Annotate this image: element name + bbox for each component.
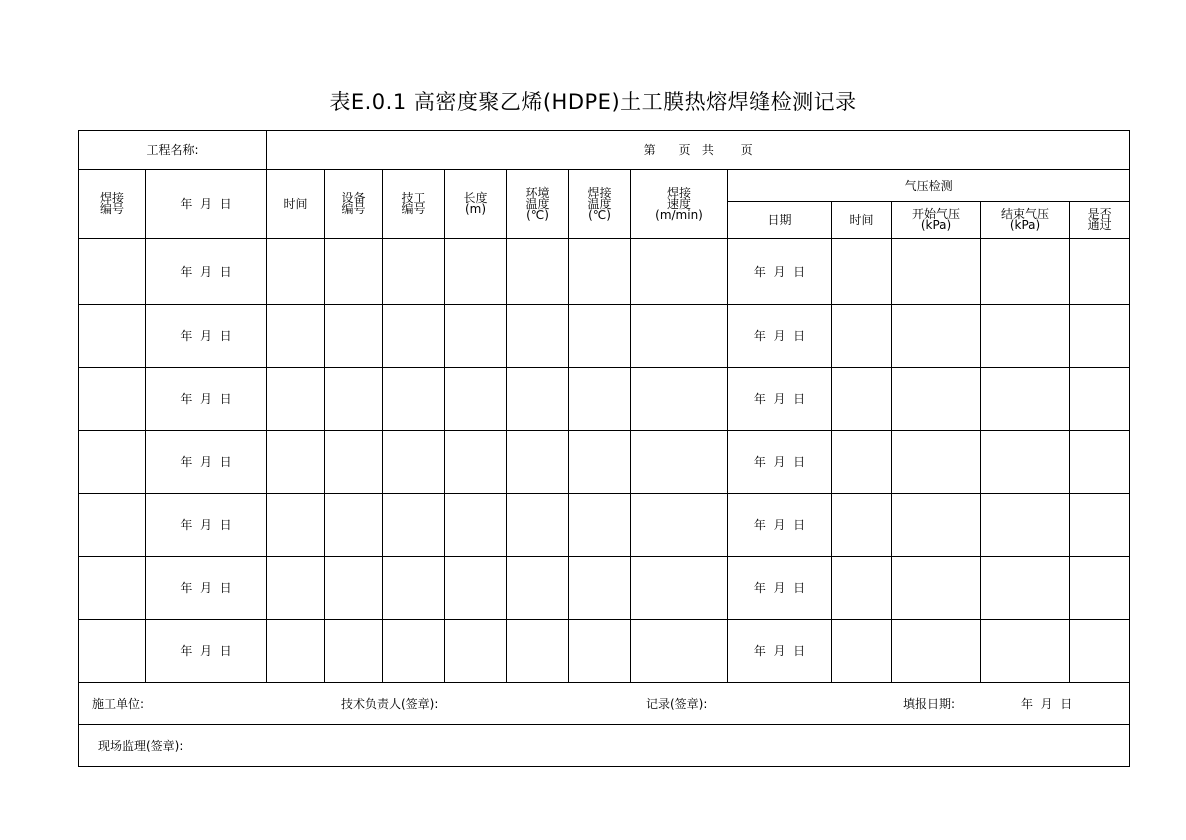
supervisor-label: 现场监理(签章): bbox=[98, 738, 184, 753]
header-weld-temp: 焊接 温度 (℃) bbox=[569, 170, 631, 239]
row-cell[interactable] bbox=[569, 494, 631, 557]
header-tech-no: 技工 编号 bbox=[383, 170, 445, 239]
header-pt-date: 日期 bbox=[728, 202, 832, 239]
row-cell[interactable] bbox=[631, 620, 728, 683]
row-pt-date-cell[interactable]: 年 月 日 bbox=[728, 620, 832, 683]
row-date-cell[interactable]: 年 月 日 bbox=[146, 431, 267, 494]
row-cell[interactable] bbox=[832, 557, 892, 620]
row-cell[interactable] bbox=[507, 239, 569, 305]
row-cell[interactable] bbox=[892, 494, 981, 557]
row-pt-date-cell[interactable]: 年 月 日 bbox=[728, 494, 832, 557]
row-date-cell[interactable]: 年 月 日 bbox=[146, 368, 267, 431]
row-cell[interactable] bbox=[1070, 620, 1130, 683]
table-row bbox=[79, 368, 1130, 431]
row-cell[interactable] bbox=[1070, 431, 1130, 494]
row-cell[interactable] bbox=[631, 305, 728, 368]
row-cell[interactable] bbox=[383, 557, 445, 620]
fill-date-value: 年 月 日 bbox=[1021, 696, 1073, 711]
table-row bbox=[79, 431, 1130, 494]
row-cell[interactable] bbox=[1070, 557, 1130, 620]
project-row bbox=[79, 131, 1130, 170]
footer-row-2 bbox=[79, 725, 1130, 767]
row-cell[interactable] bbox=[631, 431, 728, 494]
table-row bbox=[79, 494, 1130, 557]
row-cell[interactable] bbox=[383, 239, 445, 305]
row-cell[interactable] bbox=[79, 494, 146, 557]
row-cell[interactable] bbox=[832, 239, 892, 305]
row-cell[interactable] bbox=[1070, 305, 1130, 368]
header-start-pressure: 开始气压 (kPa) bbox=[892, 202, 981, 239]
row-pt-date-cell[interactable]: 年 月 日 bbox=[728, 557, 832, 620]
row-cell[interactable] bbox=[79, 305, 146, 368]
row-cell[interactable] bbox=[79, 620, 146, 683]
header-time: 时间 bbox=[267, 170, 325, 239]
row-cell[interactable] bbox=[569, 557, 631, 620]
row-cell[interactable] bbox=[631, 494, 728, 557]
row-cell[interactable] bbox=[507, 620, 569, 683]
row-cell[interactable] bbox=[631, 239, 728, 305]
row-cell[interactable] bbox=[832, 368, 892, 431]
row-cell[interactable] bbox=[267, 305, 325, 368]
tech-lead-label: 技术负责人(签章): bbox=[341, 696, 439, 711]
row-cell[interactable] bbox=[981, 494, 1070, 557]
table-row bbox=[79, 305, 1130, 368]
row-cell[interactable] bbox=[445, 557, 507, 620]
row-cell[interactable] bbox=[445, 239, 507, 305]
construction-unit-label: 施工单位: bbox=[92, 696, 145, 711]
header-equip-no: 设备 编号 bbox=[325, 170, 383, 239]
row-cell[interactable] bbox=[383, 494, 445, 557]
row-cell[interactable] bbox=[569, 368, 631, 431]
header-ambient-temp: 环境 温度 (℃) bbox=[507, 170, 569, 239]
row-cell[interactable] bbox=[631, 368, 728, 431]
recorder-label: 记录(签章): bbox=[646, 696, 708, 711]
row-cell[interactable] bbox=[325, 305, 383, 368]
row-cell[interactable] bbox=[981, 431, 1070, 494]
header-end-pressure: 结束气压 (kPa) bbox=[981, 202, 1070, 239]
row-cell[interactable] bbox=[892, 239, 981, 305]
row-date-cell[interactable]: 年 月 日 bbox=[146, 557, 267, 620]
row-cell[interactable] bbox=[981, 557, 1070, 620]
row-cell[interactable] bbox=[1070, 494, 1130, 557]
row-cell[interactable] bbox=[892, 557, 981, 620]
row-pt-date-cell[interactable]: 年 月 日 bbox=[728, 368, 832, 431]
row-cell[interactable] bbox=[892, 305, 981, 368]
row-cell[interactable] bbox=[79, 431, 146, 494]
row-cell[interactable] bbox=[981, 239, 1070, 305]
header-pressure-test: 气压检测 bbox=[728, 170, 1130, 202]
header-pt-time: 时间 bbox=[832, 202, 892, 239]
fill-date-label: 填报日期: bbox=[903, 696, 956, 711]
table-row bbox=[79, 239, 1130, 305]
row-cell[interactable] bbox=[507, 305, 569, 368]
row-cell[interactable] bbox=[445, 305, 507, 368]
header-date: 年 月 日 bbox=[146, 170, 267, 239]
row-cell[interactable] bbox=[1070, 368, 1130, 431]
row-cell[interactable] bbox=[507, 368, 569, 431]
row-cell[interactable] bbox=[383, 305, 445, 368]
row-cell[interactable] bbox=[325, 494, 383, 557]
row-pt-date-cell[interactable]: 年 月 日 bbox=[728, 431, 832, 494]
row-cell[interactable] bbox=[445, 620, 507, 683]
row-cell[interactable] bbox=[981, 305, 1070, 368]
weld-inspection-table bbox=[78, 130, 1130, 767]
row-cell[interactable] bbox=[832, 620, 892, 683]
row-cell[interactable] bbox=[445, 431, 507, 494]
page-info: 第 页 共 页 bbox=[267, 131, 1130, 170]
table-row bbox=[79, 620, 1130, 683]
row-cell[interactable] bbox=[445, 368, 507, 431]
row-cell[interactable] bbox=[981, 620, 1070, 683]
row-cell[interactable] bbox=[507, 494, 569, 557]
row-cell[interactable] bbox=[981, 368, 1070, 431]
header-length: 长度 (m) bbox=[445, 170, 507, 239]
row-cell[interactable] bbox=[79, 368, 146, 431]
row-cell[interactable] bbox=[383, 368, 445, 431]
row-cell[interactable] bbox=[325, 368, 383, 431]
header-passed: 是否 通过 bbox=[1070, 202, 1130, 239]
row-cell[interactable] bbox=[383, 620, 445, 683]
row-cell[interactable] bbox=[325, 620, 383, 683]
row-cell[interactable] bbox=[832, 305, 892, 368]
row-cell[interactable] bbox=[892, 620, 981, 683]
row-cell[interactable] bbox=[892, 431, 981, 494]
header-row-1 bbox=[79, 170, 1130, 202]
row-cell[interactable] bbox=[832, 494, 892, 557]
row-cell[interactable] bbox=[325, 557, 383, 620]
footer-signatures bbox=[79, 683, 1130, 725]
row-cell[interactable] bbox=[267, 239, 325, 305]
header-weld-speed: 焊接 速度 (m/min) bbox=[631, 170, 728, 239]
row-cell[interactable] bbox=[569, 620, 631, 683]
header-weld-no: 焊接 编号 bbox=[79, 170, 146, 239]
row-cell[interactable] bbox=[507, 431, 569, 494]
row-cell[interactable] bbox=[892, 368, 981, 431]
row-cell[interactable] bbox=[507, 557, 569, 620]
row-date-cell[interactable]: 年 月 日 bbox=[146, 494, 267, 557]
row-cell[interactable] bbox=[267, 557, 325, 620]
row-cell[interactable] bbox=[383, 431, 445, 494]
row-cell[interactable] bbox=[267, 431, 325, 494]
row-cell[interactable] bbox=[569, 239, 631, 305]
row-cell[interactable] bbox=[267, 494, 325, 557]
row-cell[interactable] bbox=[267, 620, 325, 683]
footer-supervisor bbox=[79, 725, 1130, 767]
form-title: 表E.0.1 高密度聚乙烯(HDPE)土工膜热熔焊缝检测记录 bbox=[329, 90, 857, 114]
row-cell[interactable] bbox=[631, 557, 728, 620]
row-cell[interactable] bbox=[832, 431, 892, 494]
row-pt-date-cell[interactable]: 年 月 日 bbox=[728, 305, 832, 368]
project-name-label: 工程名称: bbox=[79, 131, 267, 170]
table-row bbox=[79, 557, 1130, 620]
row-cell[interactable] bbox=[79, 239, 146, 305]
row-cell[interactable] bbox=[1070, 239, 1130, 305]
row-cell[interactable] bbox=[325, 431, 383, 494]
footer-row-1 bbox=[79, 683, 1130, 725]
row-cell[interactable] bbox=[79, 557, 146, 620]
row-date-cell[interactable]: 年 月 日 bbox=[146, 239, 267, 305]
row-cell[interactable] bbox=[569, 431, 631, 494]
row-date-cell[interactable]: 年 月 日 bbox=[146, 305, 267, 368]
row-cell[interactable] bbox=[267, 368, 325, 431]
row-cell[interactable] bbox=[445, 494, 507, 557]
row-date-cell[interactable]: 年 月 日 bbox=[146, 620, 267, 683]
row-cell[interactable] bbox=[325, 239, 383, 305]
row-cell[interactable] bbox=[569, 305, 631, 368]
row-pt-date-cell[interactable]: 年 月 日 bbox=[728, 239, 832, 305]
